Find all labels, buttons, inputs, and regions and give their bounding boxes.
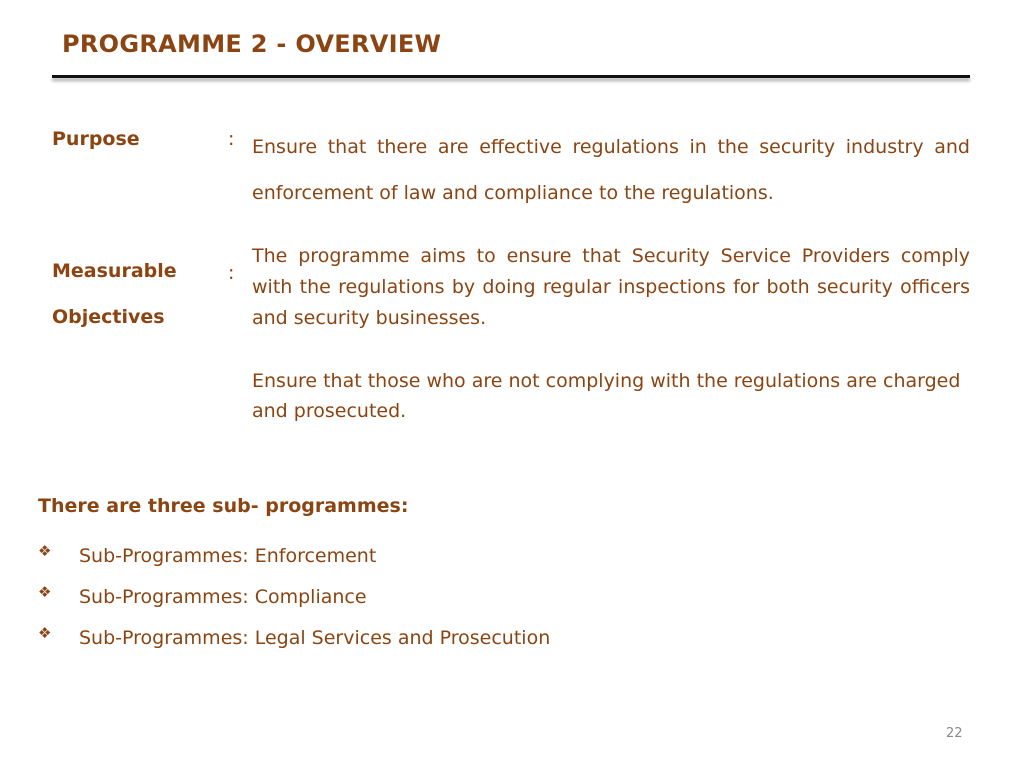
sub-programmes-heading: There are three sub- programmes: [38, 495, 409, 517]
objectives-colon: : [228, 262, 235, 284]
list-item [38, 535, 550, 576]
purpose-label: Purpose [52, 128, 140, 150]
slide-title: PROGRAMME 2 - OVERVIEW [62, 30, 442, 58]
purpose-text: Ensure that there are effective regulations in the security industry and enforcement of law and compliance to the regulations. [252, 136, 970, 204]
objectives-paragraph-2: Ensure that those who are not complying with the regulations are charged and prosecuted. [252, 370, 961, 422]
diamond-bullet-icon: ❖ [38, 582, 52, 601]
list-item [38, 576, 550, 617]
title-divider [52, 75, 970, 78]
list-item-text: Sub-Programmes: Legal Services and Prosecution [79, 626, 551, 649]
diamond-bullet-icon: ❖ [38, 623, 52, 642]
objectives-paragraph-1: The programme aims to ensure that Security Service Providers comply with the regulations by doing regular inspections for both security officers and security businesses. [252, 245, 970, 329]
sub-programmes-list [38, 535, 550, 658]
list-item-text: Sub-Programmes: Compliance [79, 585, 367, 608]
objectives-label-line2: Objectives [52, 306, 165, 328]
page-number: 22 [946, 726, 963, 741]
diamond-bullet-icon: ❖ [38, 541, 52, 560]
list-item [38, 617, 550, 658]
objectives-label-line1: Measurable [52, 260, 177, 282]
purpose-colon: : [228, 128, 235, 150]
list-item-text: Sub-Programmes: Enforcement [79, 544, 377, 567]
